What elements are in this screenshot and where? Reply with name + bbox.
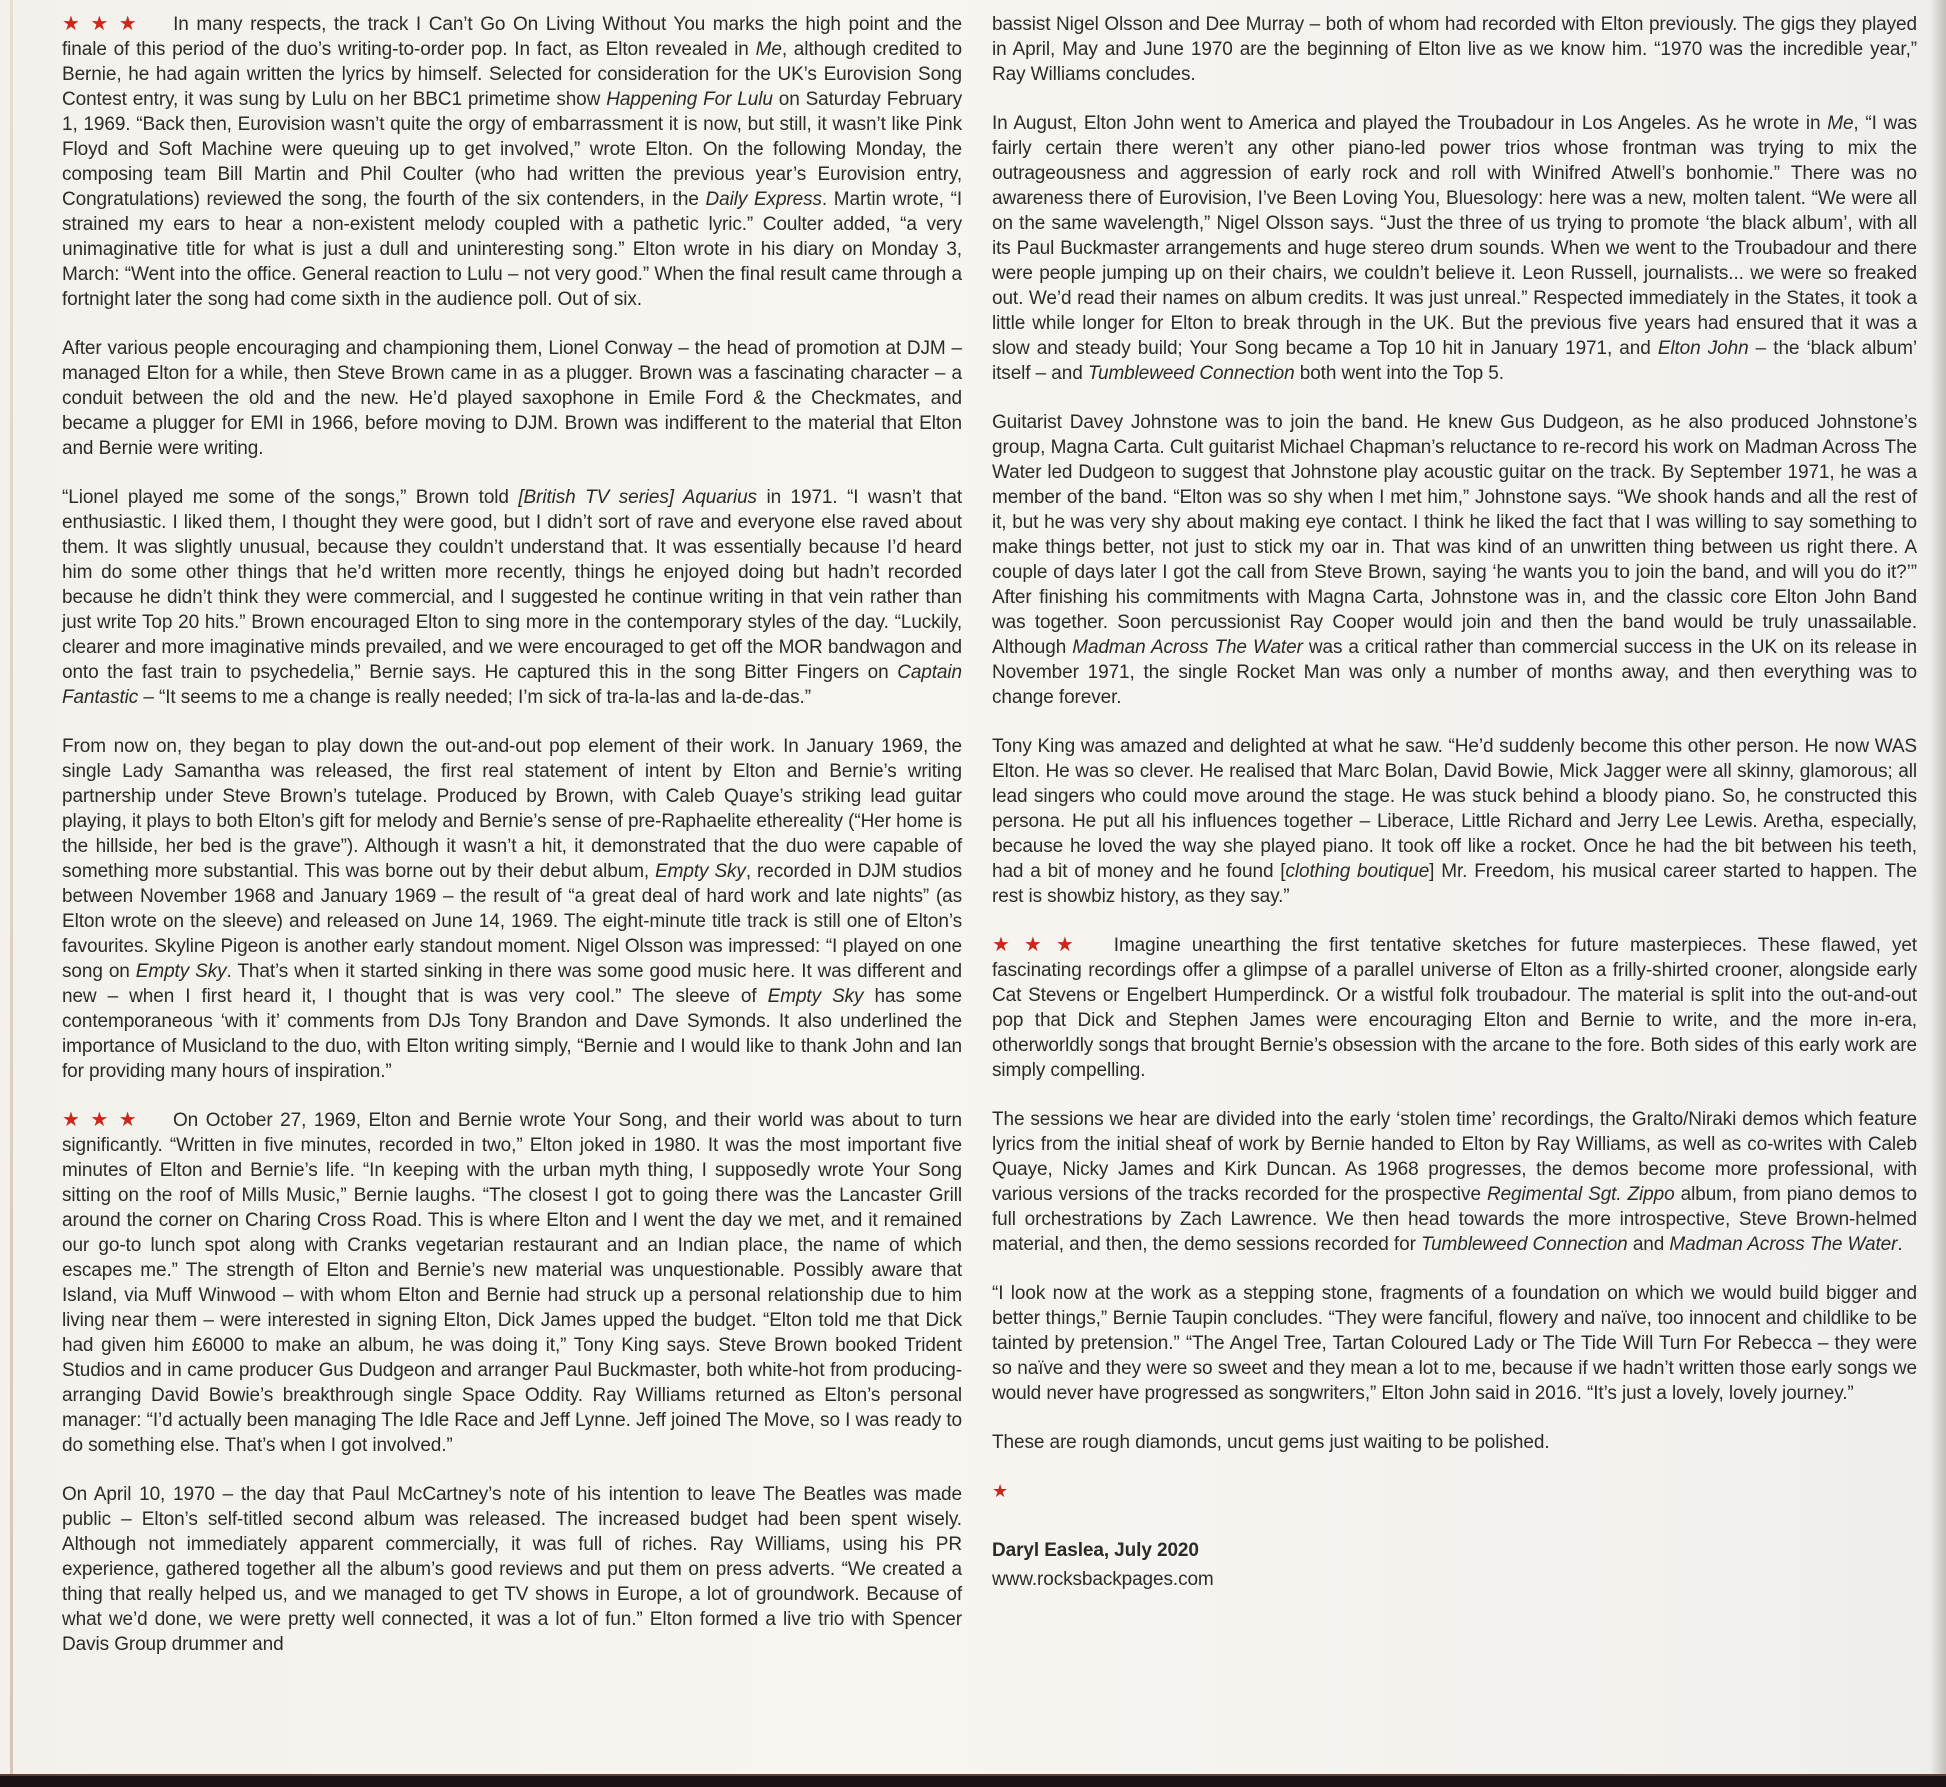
text-run: has some contemporaneous ‘with it’ comments from DJs Tony Brandon and Dave Symonds. It also underlined the importance of Musicland to the duo, with Elton writing simply, “Bernie and I would like to thank John and Ian for providing many hours of inspiration.” — [62, 986, 962, 1082]
text-run: . — [1897, 1234, 1903, 1255]
paragraph — [992, 12, 1917, 87]
author-credit: Daryl Easlea, July 2020 — [992, 1540, 1199, 1561]
single-star-icon: ★ — [992, 1481, 1009, 1501]
text-run: , although credited to Bernie, he had again written the lyrics by himself. Selected for consideration for the UK’s Eurovision Song Contest entry, it was sung by Lulu on her BBC1 primetime show — [62, 39, 962, 110]
paragraph — [62, 485, 962, 710]
italic-text: Empty Sky — [135, 961, 227, 982]
italic-text: Elton John — [1657, 338, 1749, 359]
text-run: – the ‘black album’ itself – and — [992, 338, 1917, 384]
text-run: , “I was fairly certain there weren’t any other piano-led power trios whose frontman was trying to mix the outrageousness and aggression of early rock and roll with Winifred Atwell’s bonhomie.” There was no awareness there of Eurovision, I’ve Been Loving You, Bluesology: here was a new, molten talent. “We were all on the same wavelength,” Nigel Olsson says. “Just the three of us trying to promote ‘the black album’, with all its Paul Buckmaster arrangements and huge stereo drum sounds. When we went to the Troubadour and there were people jumping up on their chairs, we couldn’t believe it. Leon Russell, journalists... we were so freaked out. We’d read their names on album credits. It was just unreal.” Respected immediately in the States, it took a little while longer for Elton to break through in the UK. But the previous five years had ensured that it was a slow and steady build; Your Song became a Top 10 hit in January 1971, and — [992, 113, 1917, 359]
italic-text: Daily Express — [705, 189, 822, 210]
italic-text: Madman Across The Water — [1669, 1234, 1898, 1255]
section-stars-icon: ★★★ — [62, 1109, 147, 1131]
text-run: . That’s when it started sinking in there was some good music here. It was different and new – when I first heard it, I thought that is was very cool.” The sleeve of — [62, 961, 962, 1007]
left-column — [62, 12, 962, 1681]
text-run: on Saturday February 1, 1969. “Back then, Eurovision wasn’t quite the orgy of embarrassment it is now, but still, it wasn’t like Pink Floyd and Soft Machine were queuing up to get involved,” wrote Elton. On the following Monday, the composing team Bill Martin and Phil Coulter (who had written the previous year’s Eurovision entry, Congratulations) reviewed the song, the fourth of the six contenders, in the — [62, 89, 962, 210]
italic-text: Me — [1827, 113, 1854, 134]
paragraph — [62, 1482, 962, 1657]
text-run: . Martin wrote, “I strained my ears to hear a non-existent melody coupled with a pathetic lyric.” Coulter added, “a very unimaginative title for what is just a dull and uninteresting song.” Elton wrote in his diary on Monday 3, March: “Went into the office. General reaction to Lulu – not very good.” When the final result came through a fortnight later the song had come sixth in the audience poll. Out of six. — [62, 189, 962, 310]
italic-text: Madman Across The Water — [1072, 637, 1303, 658]
paragraph — [62, 734, 962, 1084]
italic-text: Me — [755, 39, 782, 60]
paragraph — [992, 111, 1917, 386]
section-stars-icon: ★★★ — [992, 934, 1088, 956]
text-run: In August, Elton John went to America and played the Troubadour in Los Angeles. As he wrote in — [992, 113, 1828, 134]
paragraph — [992, 734, 1917, 909]
italic-text: [British TV series] Aquarius — [518, 487, 757, 508]
italic-text: Tumbleweed Connection — [1087, 363, 1295, 384]
text-run: “Lionel played me some of the songs,” Brown told — [62, 487, 519, 508]
text-run: Guitarist Davey Johnstone was to join the band. He knew Gus Dudgeon, as he also produced Johnstone’s group, Magna Carta. Cult guitarist Michael Chapman’s reluctance to re-record his work on Madman Across The Water led Dudgeon to suggest that Johnstone play acoustic guitar on the track. By September 1971, he was a member of the band. “Elton was so shy when I met him,” Johnstone says. “We shook hands and all the rest of it, but he was very shy about making eye contact. I think he liked the fact that I was willing to say something to make things better, not just to stick my oar in. That was kind of an unwritten thing between us right there. A couple of days later I got the call from Steve Brown, saying ‘he wants you to join the band, and will you do it?’” After finishing his commitments with Magna Carta, Johnstone was in, and the classic core Elton John Band was together. Soon percussionist Ray Cooper would join and then the band would be truly unassailable. Although — [992, 412, 1917, 658]
text-run: album, from piano demos to full orchestrations by Zach Lawrence. We then head towards the more introspective, Steve Brown-helmed material, and then, the demo sessions recorded for — [992, 1184, 1917, 1255]
text-run: From now on, they began to play down the out-and-out pop element of their work. In January 1969, the single Lady Samantha was released, the first real statement of intent by Elton and Bernie’s writing partnership under Steve Brown’s tutelage. Produced by Brown, with Caleb Quaye’s striking lead guitar playing, it plays to both Elton’s gift for melody and Bernie’s sense of pre-Raphaelite ethereality (“Her home is the hillside, her bed is the grave”). Although it wasn’t a hit, it demonstrated that the duo were capable of something more substantial. This was borne out by their debut album, — [62, 736, 962, 882]
text-run: bassist Nigel Olsson and Dee Murray – both of whom had recorded with Elton previously. The gigs they played in April, May and June 1970 are the beginning of Elton live as we know him. “1970 was the incredible year,” Ray Williams concludes. — [992, 14, 1917, 85]
text-run: On October 27, 1969, Elton and Bernie wrote Your Song, and their world was about to turn significantly. “Written in five minutes, recorded in two,” Elton joked in 1980. It was the most important five minutes of Elton and Bernie’s life. “In keeping with the urban myth thing, I supposedly wrote Your Song sitting on the roof of Mills Music,” Bernie laughs. “The closest I got to going there was the Lancaster Grill around the corner on Charing Cross Road. This is where Elton and I went the day we met, and it remained our go-to lunch spot along with Cranks vegetarian restaurant and an Indian place, the name of which escapes me.” The strength of Elton and Bernie’s new material was unquestionable. Possibly aware that Island, via Muff Winwood – with whom Elton and Bernie had struck up a personal relationship due to him living near them – were interested in signing Elton, Dick James upped the budget. “Elton told me that Dick had given him £6000 to make an album, he was doing it,” Tony King says. Steve Brown booked Trident Studios and in came producer Gus Dudgeon and arranger Paul Buckmaster, both white-hot from producing-arranging David Bowie’s breakthrough single Space Oddity. Ray Williams returned as Elton’s personal manager: “I’d actually been managing The Idle Race and Jeff Lynne. Jeff joined The Move, so I was ready to do something else. That’s when I got involved.” — [62, 1110, 962, 1456]
paragraph — [992, 933, 1917, 1083]
text-run: in 1971. “I wasn’t that enthusiastic. I liked them, I thought they were good, but I didn’t sort of rave and everyone else raved about them. It was slightly unusual, because they couldn’t understand that. It was essentially because I’d heard him do some other things that he’d written more recently, things he enjoyed doing but hadn’t recorded because he didn’t think they were commercial, and I suggested he continue writing in that vein rather than just write Top 20 hits.” Brown encouraged Elton to sing more in the contemporary styles of the day. “Luckily, clearer and more imaginative minds prevailed, and we were encouraged to get off the MOR bandwagon and onto the fast train to psychedelia,” Bernie says. He captured this in the song Bitter Fingers on — [62, 487, 963, 683]
website-url: www.rocksbackpages.com — [992, 1569, 1214, 1590]
paragraph — [62, 12, 962, 312]
text-run: On April 10, 1970 – the day that Paul McCartney’s note of his intention to leave The Beatles was made public – Elton’s self-titled second album was released. The increased budget had been spent wisely. Although not immediately apparent commercially, it was full of riches. Ray Williams, using his PR experience, gathered together all the album’s good reviews and put them on press adverts. “We created a thing that really helped us, and we managed to get TV shows in Europe, a lot of groundwork. Because of what we’d done, we were pretty well connected, it was a lot of fun.” Elton formed a live trio with Spencer Davis Group drummer and — [62, 1484, 962, 1655]
text-run: and — [1627, 1234, 1670, 1255]
italic-text: Empty Sky — [767, 986, 864, 1007]
text-run: The sessions we hear are divided into the early ‘stolen time’ recordings, the Gralto/Niraki demos which feature lyrics from the initial sheaf of work by Bernie handed to Elton by Ray Williams, as well as co-writes with Caleb Quaye, Nicky James and Kirk Duncan. As 1968 progresses, the demos become more professional, with various versions of the tracks recorded for the prospective — [992, 1109, 1917, 1205]
text-run: , recorded in DJM studios between November 1968 and January 1969 – the result of “a great deal of hard work and late nights” (as Elton wrote on the sleeve) and released on June 14, 1969. The eight-minute title track is still one of Elton’s favourites. Skyline Pigeon is another early standout moment. Nigel Olsson was impressed: “I played on one song on — [62, 861, 962, 982]
paragraph — [62, 1108, 962, 1458]
italic-text: Empty Sky — [655, 861, 746, 882]
text-run: ] Mr. Freedom, his musical career started to happen. The rest is showbiz history, as they say.” — [992, 861, 1917, 907]
paragraph — [62, 336, 962, 461]
italic-text: Captain Fantastic — [62, 662, 962, 708]
scan-shadow-right — [1930, 0, 1946, 1775]
paragraph — [992, 1430, 1917, 1455]
text-run: – “It seems to me a change is really needed; I’m sick of tra-la-las and la-de-das.” — [138, 687, 811, 708]
text-run: After various people encouraging and championing them, Lionel Conway – the head of promotion at DJM – managed Elton for a while, then Steve Brown came in as a plugger. Brown was a fascinating character – a conduit between the old and the new. He’d played saxophone in Emile Ford & the Checkmates, and became a plugger for EMI in 1966, before moving to DJM. Brown was indifferent to the material that Elton and Bernie were writing. — [62, 338, 962, 459]
italic-text: clothing boutique — [1285, 861, 1430, 882]
scan-crease-left — [10, 0, 13, 1775]
text-run: In many respects, the track I Can’t Go On Living Without You marks the high point and the finale of this period of the duo’s writing-to-order pop. In fact, as Elton revealed in — [62, 14, 962, 60]
right-column — [992, 12, 1917, 1592]
text-run: These are rough diamonds, uncut gems just waiting to be polished. — [992, 1432, 1550, 1453]
text-run: “I look now at the work as a stepping stone, fragments of a foundation on which we would build bigger and better things,” Bernie Taupin concludes. “They were fanciful, flowery and naïve, too innocent and childlike to be tainted by pretension.” “The Angel Tree, Tartan Coloured Lady or The Tide Will Turn For Rebecca – they were so naïve and they were so sweet and they mean a lot to me, because if we hadn’t written those early songs we would never have progressed as songwriters,” Elton John said in 2016. “It’s just a lovely, lovely journey.” — [992, 1283, 1917, 1404]
paragraph — [992, 1281, 1917, 1406]
paragraph — [992, 1107, 1917, 1257]
text-run: Imagine unearthing the first tentative sketches for future masterpieces. These flawed, yet fascinating recordings offer a glimpse of a parallel universe of Elton as a frilly-shirted crooner, alongside early Cat Stevens or Engelbert Humperdinck. Or a wistful folk troubadour. The material is split into the out-and-out pop that Dick and Stephen James were encouraging Elton and Bernie to write, and the more in-era, otherworldly songs that brought Bernie’s obsession with the arcane to the fore. Both sides of this early work are simply compelling. — [992, 935, 1917, 1081]
italic-text: Regimental Sgt. Zippo — [1486, 1184, 1675, 1205]
italic-text: Happening For Lulu — [606, 89, 773, 110]
text-run: was a critical rather than commercial success in the UK on its release in November 1971, the single Rocket Man was only a number of months away, and then everything was to change forever. — [992, 637, 1917, 708]
text-run: both went into the Top 5. — [1294, 363, 1504, 384]
text-run: Tony King was amazed and delighted at what he saw. “He’d suddenly become this other person. He now WAS Elton. He was so clever. He realised that Marc Bolan, David Bowie, Mick Jagger were all skinny, glamorous; all lead singers who could move around the stage. He was stuck behind a bloody piano. So, he constructed this persona. He put all his influences together – Liberace, Little Richard and Jerry Lee Lewis. Aretha, especially, because he loved the way she played piano. It took off like a rocket. Once he had the bit between his teeth, had a bit of money and he found [ — [992, 736, 1917, 882]
scan-edge-bottom — [0, 1774, 1946, 1787]
italic-text: Tumbleweed Connection — [1420, 1234, 1628, 1255]
paragraph — [992, 410, 1917, 710]
section-stars-icon: ★★★ — [62, 13, 148, 35]
